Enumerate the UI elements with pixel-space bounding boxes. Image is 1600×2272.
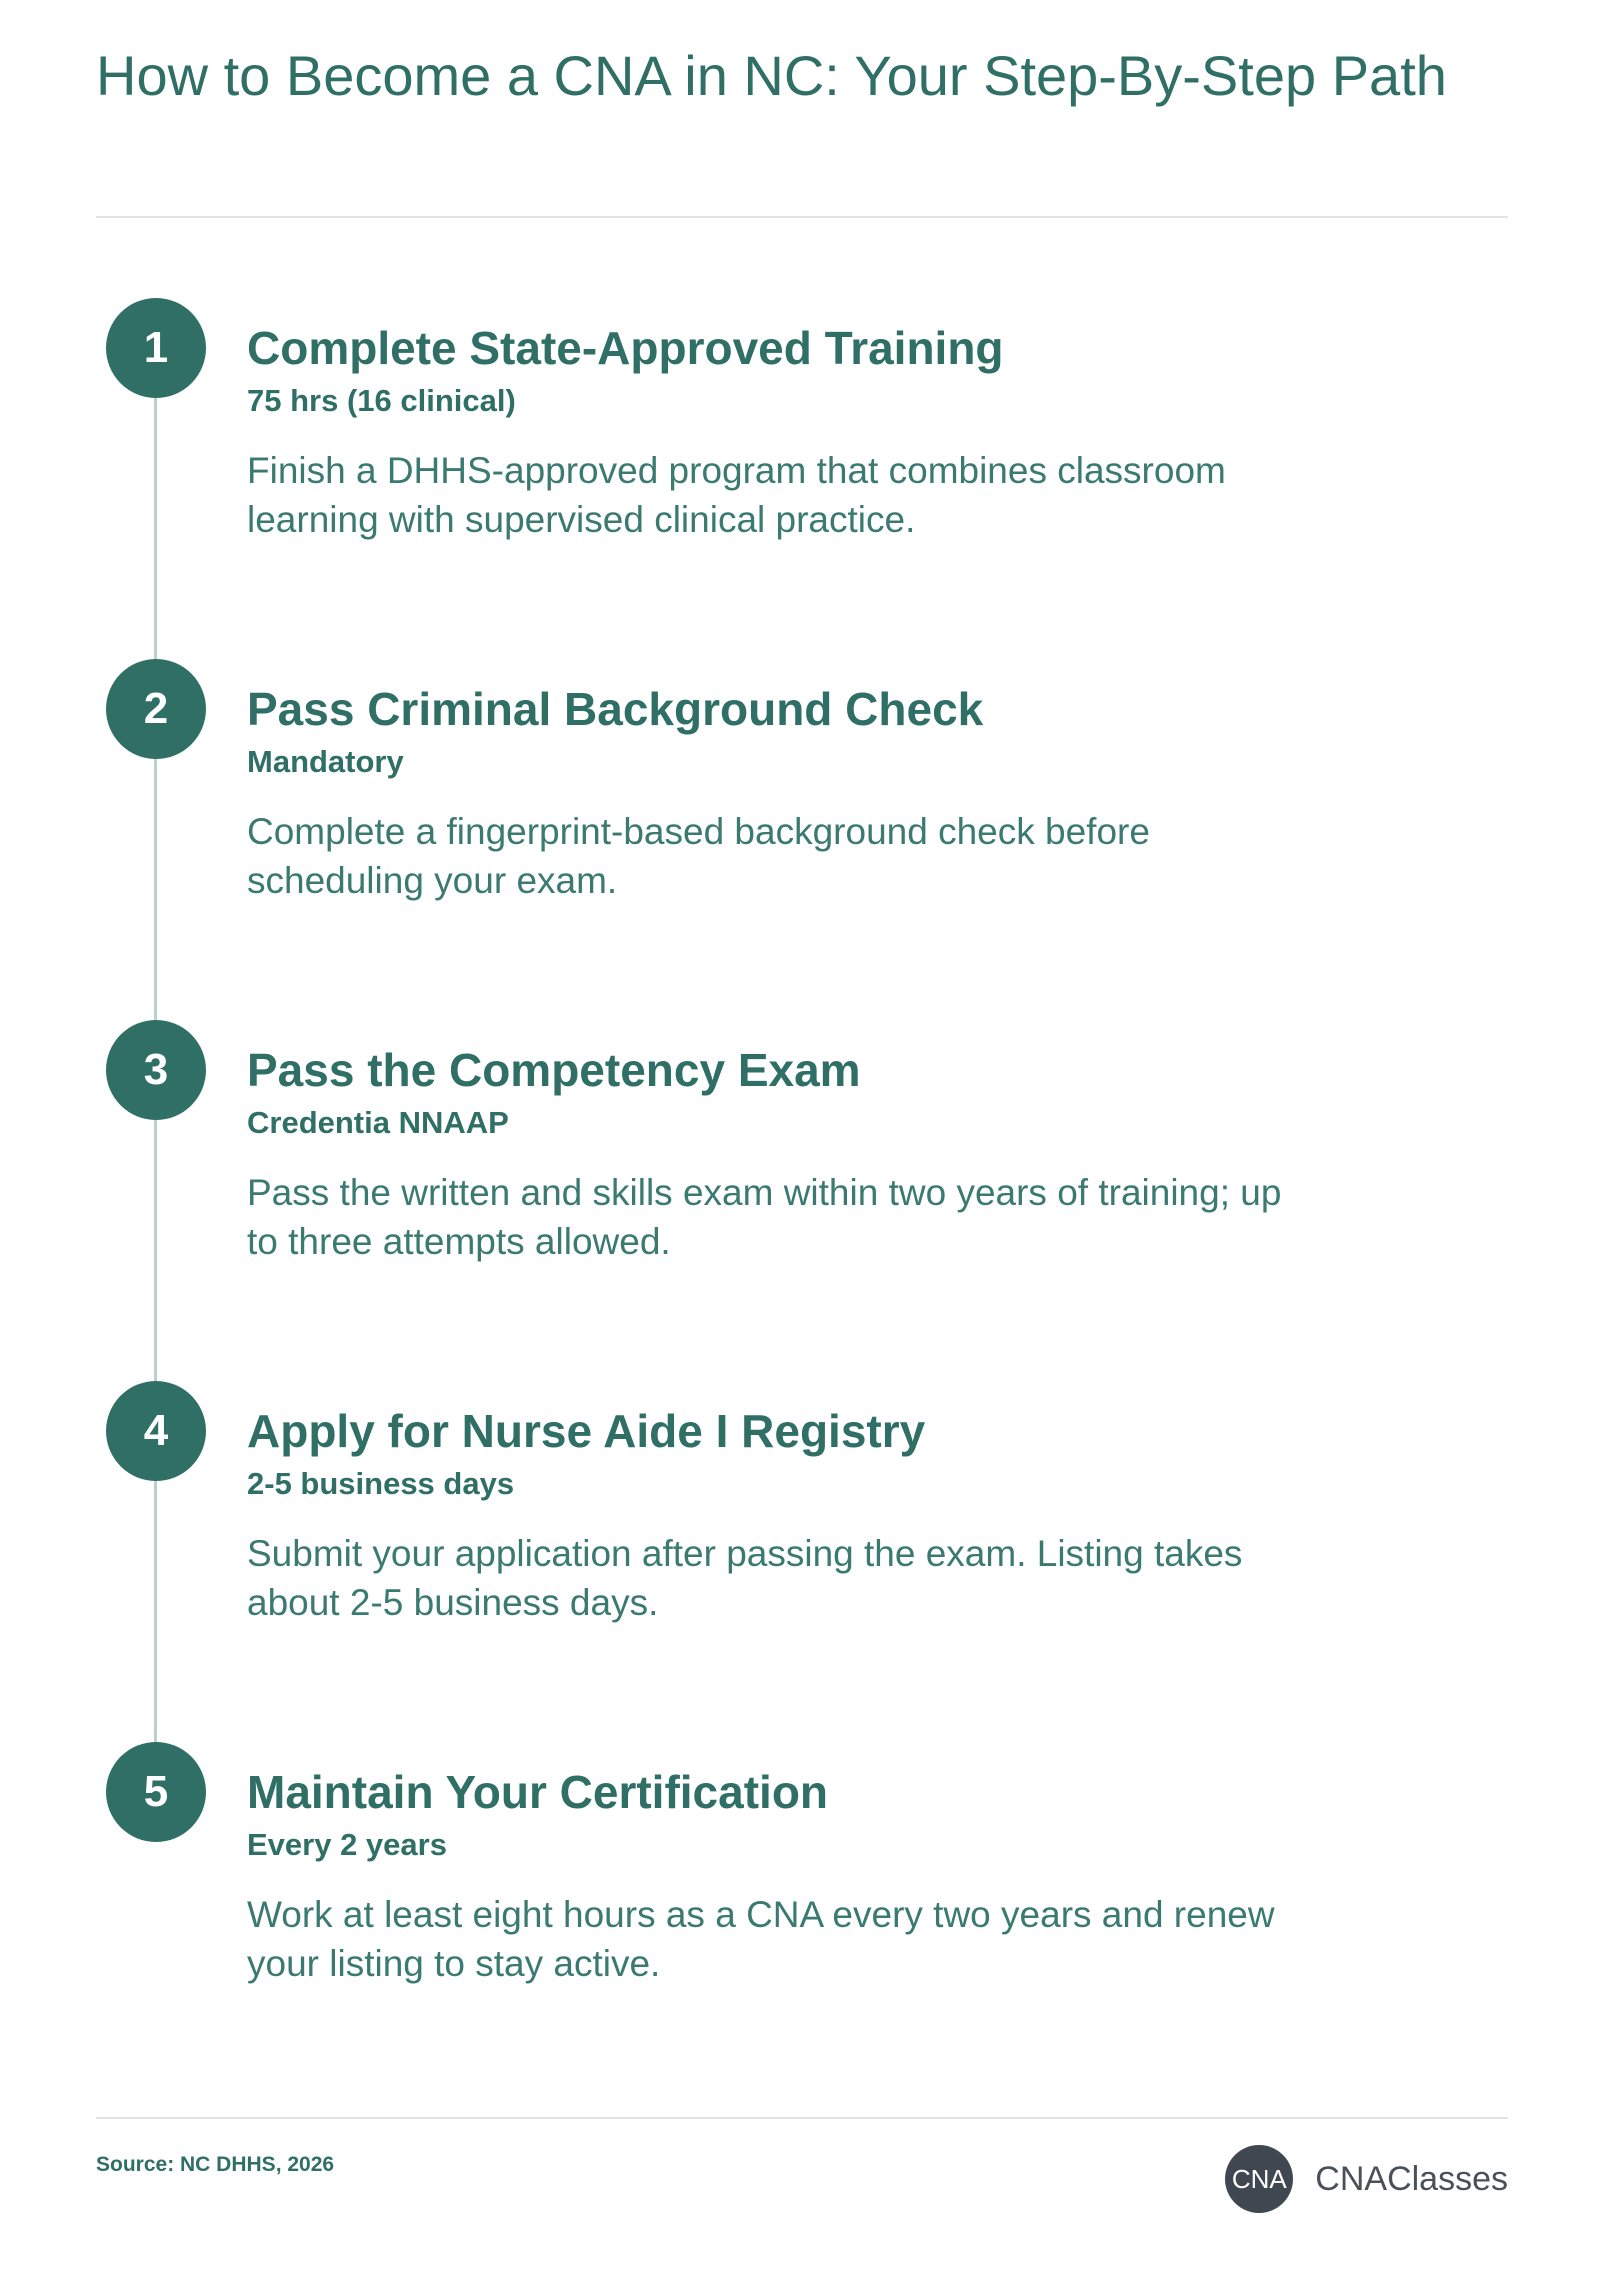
step-meta: 75 hrs (16 clinical): [247, 383, 516, 418]
step-meta: Every 2 years: [247, 1827, 447, 1862]
step-title: Maintain Your Certification: [247, 1766, 829, 1818]
footer-divider: [96, 2117, 1508, 2119]
step-meta: 2-5 business days: [247, 1466, 515, 1501]
step-number-badge: 3: [106, 1020, 206, 1120]
header-divider: [96, 216, 1508, 218]
step-description: Work at least eight hours as a CNA every two years and renew your listing to stay active.: [247, 1894, 1275, 1984]
step-item: [0, 659, 1600, 939]
step-item: [0, 1742, 1600, 2022]
step-title: Pass Criminal Background Check: [247, 683, 984, 735]
step-item: [0, 1381, 1600, 1661]
step-item: [0, 298, 1600, 578]
step-description: Submit your application after passing the exam. Listing takes about 2-5 business days.: [247, 1533, 1243, 1623]
brand-logo-icon: CNA: [1225, 2145, 1293, 2213]
step-description: Pass the written and skills exam within two years of training; up to three attempts allowed.: [247, 1172, 1282, 1262]
step-title: Apply for Nurse Aide I Registry: [247, 1405, 926, 1457]
step-number-badge: 1: [106, 298, 206, 398]
step-number-badge: 4: [106, 1381, 206, 1481]
brand: [1225, 2144, 1508, 2214]
step-description: Finish a DHHS-approved program that combines classroom learning with supervised clinical practice.: [247, 450, 1226, 540]
page-title: How to Become a CNA in NC: Your Step-By-Step Path: [96, 44, 1447, 107]
step-title: Complete State-Approved Training: [247, 322, 1004, 374]
step-description: Complete a fingerprint-based background check before scheduling your exam.: [247, 811, 1150, 901]
step-meta: Mandatory: [247, 744, 404, 779]
step-title: Pass the Competency Exam: [247, 1044, 861, 1096]
source-note: Source: NC DHHS, 2026: [96, 2153, 335, 2176]
brand-name: CNAClasses: [1315, 2159, 1508, 2198]
step-number-badge: 5: [106, 1742, 206, 1842]
step-item: [0, 1020, 1600, 1300]
step-meta: Credentia NNAAP: [247, 1105, 509, 1140]
step-number-badge: 2: [106, 659, 206, 759]
